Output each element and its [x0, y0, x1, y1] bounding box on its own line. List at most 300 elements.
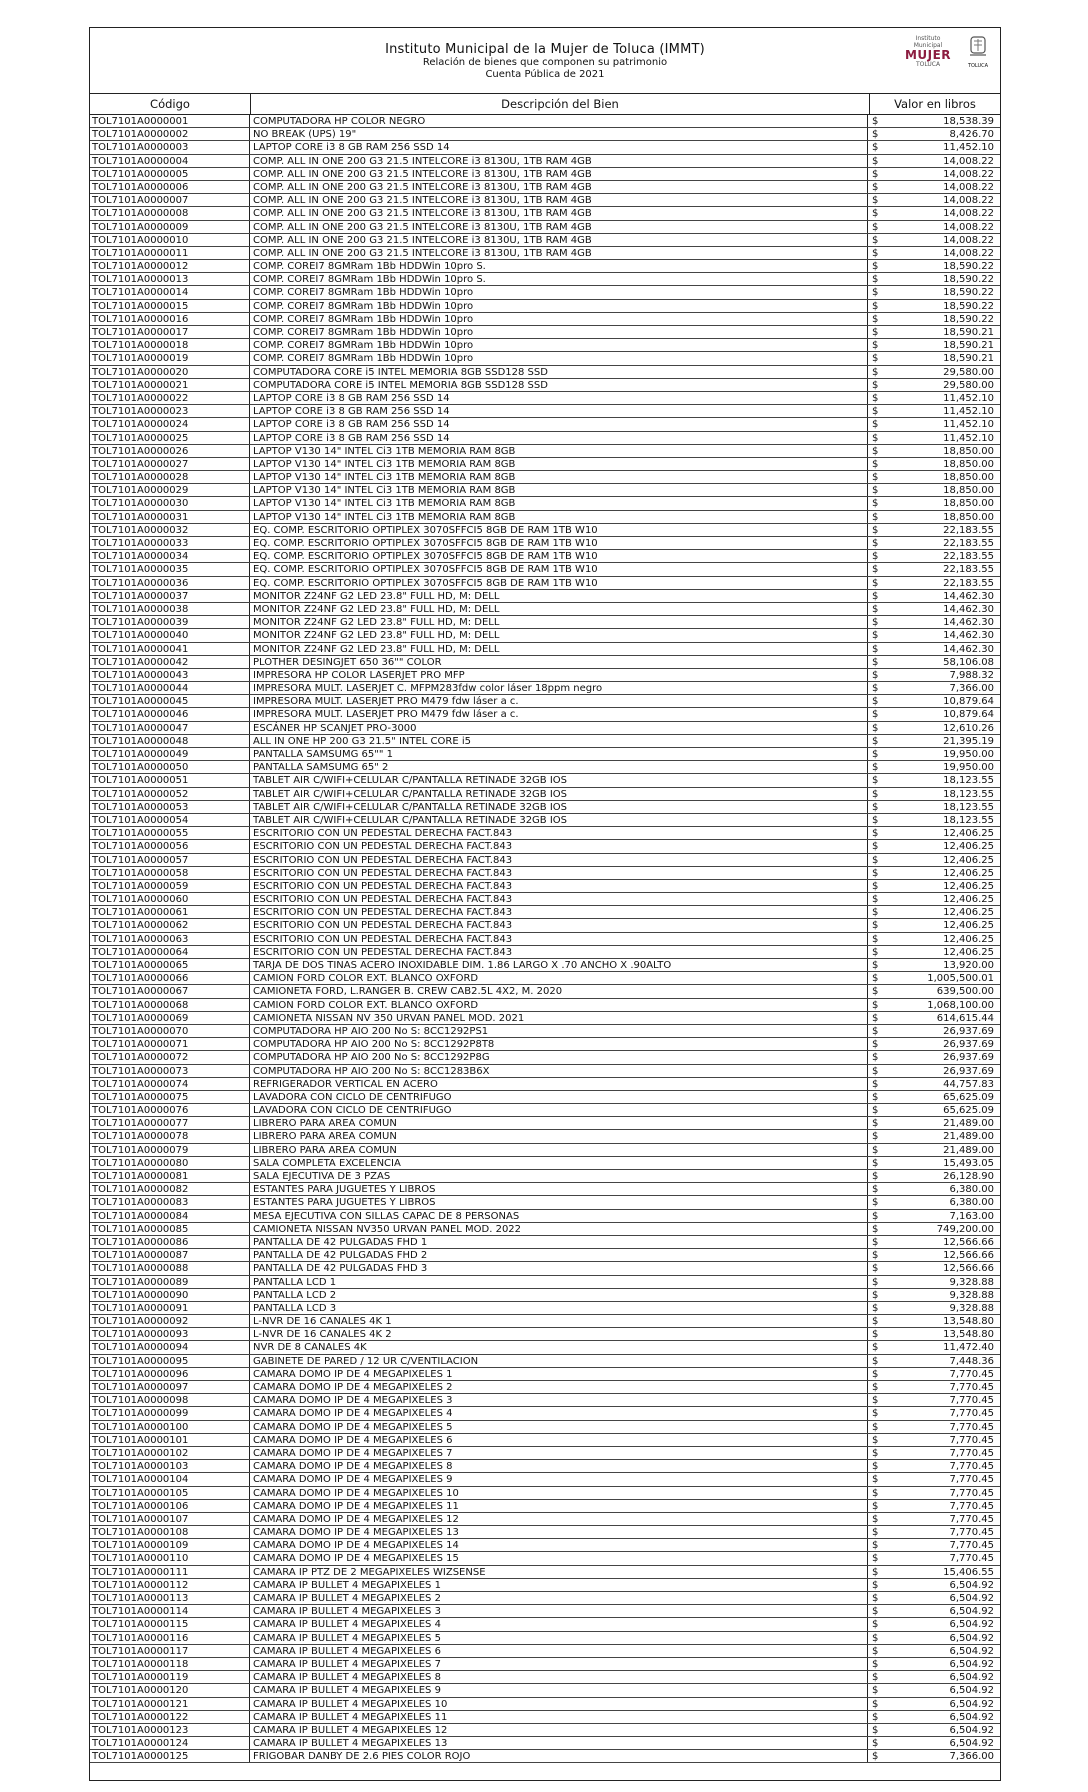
asset-value-cell [868, 1513, 1000, 1525]
asset-value: 12,610.26 [943, 722, 994, 734]
asset-value: 18,590.22 [943, 287, 994, 299]
asset-table-body [90, 115, 1000, 1763]
asset-description: CAMARA IP BULLET 4 MEGAPIXELES 5 [250, 1632, 868, 1644]
asset-value-cell [868, 1698, 1000, 1710]
asset-code: TOL7101A0000050 [90, 761, 250, 773]
currency-symbol: $ [872, 854, 879, 866]
table-row [90, 629, 1000, 642]
table-row [90, 999, 1000, 1012]
asset-value: 18,123.55 [943, 801, 994, 813]
table-row [90, 1038, 1000, 1051]
asset-description: EQ. COMP. ESCRITORIO OPTIPLEX 3070SFFCI5 8GB DE RAM 1TB W10 [250, 563, 868, 575]
asset-value: 11,452.10 [943, 406, 994, 418]
asset-value-cell [868, 1566, 1000, 1578]
asset-code: TOL7101A0000040 [90, 629, 250, 641]
asset-code: TOL7101A0000087 [90, 1249, 250, 1261]
asset-value-cell [868, 1355, 1000, 1367]
currency-symbol: $ [872, 208, 879, 220]
currency-symbol: $ [872, 1144, 879, 1156]
asset-code: TOL7101A0000097 [90, 1381, 250, 1393]
asset-value-cell [868, 1276, 1000, 1288]
asset-value-cell [868, 788, 1000, 800]
asset-description: PANTALLA SAMSUMG 65"" 1 [250, 748, 868, 760]
col-header-code: Código [90, 94, 251, 114]
table-row [90, 1421, 1000, 1434]
asset-value-cell [868, 801, 1000, 813]
asset-code: TOL7101A0000108 [90, 1526, 250, 1538]
asset-description: CAMARA IP BULLET 4 MEGAPIXELES 8 [250, 1671, 868, 1683]
asset-value: 14,462.30 [943, 630, 994, 642]
asset-code: TOL7101A0000046 [90, 708, 250, 720]
currency-symbol: $ [872, 867, 879, 879]
asset-code: TOL7101A0000025 [90, 432, 250, 444]
table-row [90, 484, 1000, 497]
asset-value: 11,452.10 [943, 419, 994, 431]
currency-symbol: $ [872, 366, 879, 378]
asset-value: 14,008.22 [943, 195, 994, 207]
asset-value: 10,879.64 [943, 709, 994, 721]
table-row [90, 221, 1000, 234]
asset-value: 6,504.92 [949, 1579, 994, 1591]
asset-value: 26,937.69 [943, 1025, 994, 1037]
asset-value: 7,770.45 [949, 1553, 994, 1565]
currency-symbol: $ [872, 788, 879, 800]
asset-description: TARJA DE DOS TINAS ACERO INOXIDABLE DIM. 1.86 LARGO X .70 ANCHO X .90ALTO [250, 959, 868, 971]
currency-symbol: $ [872, 247, 879, 259]
asset-value: 44,757.83 [943, 1078, 994, 1090]
asset-value-cell [868, 1605, 1000, 1617]
asset-value: 8,426.70 [949, 129, 994, 141]
currency-symbol: $ [872, 1276, 879, 1288]
table-row [90, 300, 1000, 313]
asset-value-cell [868, 708, 1000, 720]
asset-value-cell [868, 273, 1000, 285]
asset-value-cell [868, 1012, 1000, 1024]
table-row [90, 458, 1000, 471]
asset-code: TOL7101A0000078 [90, 1130, 250, 1142]
asset-value-cell [868, 1223, 1000, 1235]
table-row [90, 761, 1000, 774]
asset-value-cell [868, 1368, 1000, 1380]
asset-value: 19,950.00 [943, 749, 994, 760]
asset-description: REFRIGERADOR VERTICAL EN ACERO [250, 1078, 868, 1090]
asset-value: 7,366.00 [949, 683, 994, 695]
currency-symbol: $ [872, 1527, 879, 1539]
table-row [90, 405, 1000, 418]
asset-value-cell [868, 537, 1000, 549]
asset-code: TOL7101A0000082 [90, 1183, 250, 1195]
table-row [90, 1170, 1000, 1183]
asset-description: IMPRESORA MULT. LASERJET PRO M479 fdw láser a c. [250, 708, 868, 720]
asset-value-cell [868, 1130, 1000, 1142]
asset-value: 12,406.25 [943, 946, 994, 958]
asset-code: TOL7101A0000052 [90, 788, 250, 800]
table-row [90, 497, 1000, 510]
currency-symbol: $ [872, 749, 879, 760]
asset-description: TABLET AIR C/WIFI+CELULAR C/PANTALLA RETINADE 32GB IOS [250, 801, 868, 813]
table-row [90, 603, 1000, 616]
table-row [90, 1671, 1000, 1684]
asset-value: 6,504.92 [949, 1711, 994, 1723]
asset-value: 9,328.88 [949, 1276, 994, 1288]
asset-description: NO BREAK (UPS) 19" [250, 128, 868, 140]
table-row [90, 1078, 1000, 1091]
asset-description: CAMIONETA NISSAN NV 350 URVAN PANEL MOD. 2021 [250, 1012, 868, 1024]
asset-description: COMP. COREI7 8GMRam 1Bb HDDWin 10pro [250, 300, 868, 312]
asset-value: 614,615.44 [936, 1012, 994, 1024]
asset-code: TOL7101A0000057 [90, 854, 250, 866]
asset-value-cell [868, 919, 1000, 931]
currency-symbol: $ [872, 894, 879, 906]
asset-value-cell [868, 484, 1000, 496]
asset-code: TOL7101A0000044 [90, 682, 250, 694]
asset-description: LAPTOP CORE i3 8 GB RAM 256 SSD 14 [250, 392, 868, 404]
asset-value-cell [868, 959, 1000, 971]
table-row [90, 1618, 1000, 1631]
asset-value-cell [868, 445, 1000, 457]
table-row [90, 774, 1000, 787]
asset-description: MONITOR Z24NF G2 LED 23.8" FULL HD, M: DELL [250, 643, 868, 655]
asset-description: CAMARA DOMO IP DE 4 MEGAPIXELES 2 [250, 1381, 868, 1393]
asset-code: TOL7101A0000031 [90, 511, 250, 523]
asset-value-cell [868, 1645, 1000, 1657]
table-row [90, 748, 1000, 761]
asset-value-cell [868, 1341, 1000, 1353]
asset-description: COMPUTADORA HP AIO 200 No S: 8CC1292P8T8 [250, 1038, 868, 1050]
asset-description: LAVADORA CON CICLO DE CENTRIFUGO [250, 1091, 868, 1103]
asset-value-cell [868, 1249, 1000, 1261]
asset-value-cell [868, 1579, 1000, 1591]
table-row [90, 919, 1000, 932]
currency-symbol: $ [872, 960, 879, 971]
currency-symbol: $ [872, 327, 879, 338]
asset-value-cell [868, 286, 1000, 298]
asset-value-cell [868, 1737, 1000, 1749]
table-row [90, 590, 1000, 603]
asset-code: TOL7101A0000048 [90, 735, 250, 747]
currency-symbol: $ [872, 168, 879, 180]
asset-description: L-NVR DE 16 CANALES 4K 2 [250, 1328, 868, 1340]
asset-description: LAPTOP V130 14" INTEL Ci3 1TB MEMORIA RAM 8GB [250, 497, 868, 509]
currency-symbol: $ [872, 1289, 879, 1301]
asset-code: TOL7101A0000114 [90, 1605, 250, 1617]
asset-value: 7,770.45 [949, 1368, 994, 1380]
asset-code: TOL7101A0000096 [90, 1368, 250, 1380]
asset-value: 22,183.55 [943, 538, 994, 549]
currency-symbol: $ [872, 1672, 879, 1684]
asset-code: TOL7101A0000016 [90, 313, 250, 325]
currency-symbol: $ [872, 973, 879, 985]
currency-symbol: $ [872, 1342, 879, 1354]
currency-symbol: $ [872, 379, 879, 391]
asset-code: TOL7101A0000072 [90, 1051, 250, 1063]
currency-symbol: $ [872, 287, 879, 299]
currency-symbol: $ [872, 907, 879, 919]
asset-value: 18,590.22 [943, 313, 994, 325]
table-row [90, 1157, 1000, 1170]
asset-description: LAPTOP CORE i3 8 GB RAM 256 SSD 14 [250, 432, 868, 444]
asset-code: TOL7101A0000119 [90, 1671, 250, 1683]
asset-description: EQ. COMP. ESCRITORIO OPTIPLEX 3070SFFCI5 8GB DE RAM 1TB W10 [250, 550, 868, 562]
currency-symbol: $ [872, 313, 879, 325]
table-row [90, 155, 1000, 168]
asset-code: TOL7101A0000051 [90, 774, 250, 786]
asset-code: TOL7101A0000093 [90, 1328, 250, 1340]
asset-value: 14,008.22 [943, 247, 994, 259]
asset-value: 21,489.00 [943, 1131, 994, 1143]
currency-symbol: $ [872, 1025, 879, 1037]
asset-value-cell [868, 1289, 1000, 1301]
asset-value: 7,770.45 [949, 1395, 994, 1407]
asset-code: TOL7101A0000030 [90, 497, 250, 509]
asset-description: COMP. ALL IN ONE 200 G3 21.5 INTELCORE i3 8130U, 1TB RAM 4GB [250, 207, 868, 219]
asset-value: 58,106.08 [943, 656, 994, 668]
asset-code: TOL7101A0000009 [90, 221, 250, 233]
asset-description: CAMARA DOMO IP DE 4 MEGAPIXELES 11 [250, 1500, 868, 1512]
asset-description: NVR DE 8 CANALES 4K [250, 1341, 868, 1353]
asset-code: TOL7101A0000075 [90, 1091, 250, 1103]
asset-value-cell [868, 1025, 1000, 1037]
currency-symbol: $ [872, 1118, 879, 1130]
asset-code: TOL7101A0000012 [90, 260, 250, 272]
asset-code: TOL7101A0000110 [90, 1552, 250, 1564]
asset-description: MESA EJECUTIVA CON SILLAS CAPAC DE 8 PERSONAS [250, 1210, 868, 1222]
asset-description: EQ. COMP. ESCRITORIO OPTIPLEX 3070SFFCI5 8GB DE RAM 1TB W10 [250, 537, 868, 549]
asset-value: 18,850.00 [943, 472, 994, 484]
table-row [90, 1394, 1000, 1407]
asset-description: CAMARA DOMO IP DE 4 MEGAPIXELES 8 [250, 1460, 868, 1472]
asset-code: TOL7101A0000043 [90, 669, 250, 681]
asset-description: ESCRITORIO CON UN PEDESTAL DERECHA FACT.843 [250, 827, 868, 839]
asset-value-cell [868, 181, 1000, 193]
asset-value-cell [868, 524, 1000, 536]
column-headers [90, 94, 1000, 115]
table-row [90, 1262, 1000, 1275]
currency-symbol: $ [872, 1184, 879, 1196]
asset-value-cell [868, 379, 1000, 391]
asset-description: ESCRITORIO CON UN PEDESTAL DERECHA FACT.843 [250, 854, 868, 866]
table-row [90, 392, 1000, 405]
asset-value: 18,850.00 [943, 458, 994, 470]
asset-value: 7,770.45 [949, 1382, 994, 1393]
currency-symbol: $ [872, 485, 879, 497]
asset-description: IMPRESORA MULT. LASERJET C. MFPM283fdw color láser 18ppm negro [250, 682, 868, 694]
asset-value-cell [868, 247, 1000, 259]
asset-code: TOL7101A0000008 [90, 207, 250, 219]
asset-value: 7,770.45 [949, 1513, 994, 1525]
table-row [90, 880, 1000, 893]
asset-value: 7,770.45 [949, 1487, 994, 1499]
asset-description: COMP. ALL IN ONE 200 G3 21.5 INTELCORE i3 8130U, 1TB RAM 4GB [250, 234, 868, 246]
asset-value-cell [868, 1552, 1000, 1564]
currency-symbol: $ [872, 656, 879, 668]
asset-code: TOL7101A0000055 [90, 827, 250, 839]
asset-value: 7,770.45 [949, 1447, 994, 1459]
asset-value-cell [868, 221, 1000, 233]
currency-symbol: $ [872, 1645, 879, 1657]
currency-symbol: $ [872, 1434, 879, 1446]
table-row [90, 972, 1000, 985]
asset-value: 11,472.40 [943, 1342, 994, 1354]
currency-symbol: $ [872, 458, 879, 470]
asset-description: ESCRITORIO CON UN PEDESTAL DERECHA FACT.843 [250, 933, 868, 945]
asset-value: 639,500.00 [936, 986, 994, 998]
currency-symbol: $ [872, 1698, 879, 1710]
asset-value: 13,548.80 [943, 1316, 994, 1328]
asset-value: 18,850.00 [943, 445, 994, 457]
table-row [90, 1645, 1000, 1658]
asset-code: TOL7101A0000104 [90, 1473, 250, 1485]
asset-description: COMPUTADORA HP AIO 200 No S: 8CC1292P8G [250, 1051, 868, 1063]
table-row [90, 840, 1000, 853]
currency-symbol: $ [872, 129, 879, 141]
table-row [90, 801, 1000, 814]
asset-value: 22,183.55 [943, 551, 994, 563]
asset-code: TOL7101A0000047 [90, 722, 250, 734]
currency-symbol: $ [872, 643, 879, 655]
currency-symbol: $ [872, 406, 879, 418]
asset-value-cell [868, 774, 1000, 786]
asset-value: 7,770.45 [949, 1434, 994, 1446]
currency-symbol: $ [872, 1329, 879, 1341]
table-row [90, 1223, 1000, 1236]
asset-value: 6,504.92 [949, 1738, 994, 1750]
asset-value: 21,489.00 [943, 1118, 994, 1130]
asset-description: LAPTOP CORE i3 8 GB RAM 256 SSD 14 [250, 418, 868, 430]
table-row [90, 1605, 1000, 1618]
asset-code: TOL7101A0000034 [90, 550, 250, 562]
asset-code: TOL7101A0000111 [90, 1566, 250, 1578]
asset-value: 18,590.22 [943, 300, 994, 312]
asset-value-cell [868, 458, 1000, 470]
currency-symbol: $ [872, 1210, 879, 1222]
table-row [90, 1632, 1000, 1645]
asset-code: TOL7101A0000059 [90, 880, 250, 892]
asset-value-cell [868, 1394, 1000, 1406]
asset-code: TOL7101A0000021 [90, 379, 250, 391]
asset-description: LIBRERO PARA AREA COMUN [250, 1117, 868, 1129]
asset-description: CAMARA DOMO IP DE 4 MEGAPIXELES 4 [250, 1407, 868, 1419]
asset-value-cell [868, 1078, 1000, 1090]
currency-symbol: $ [872, 814, 879, 826]
asset-description: MONITOR Z24NF G2 LED 23.8" FULL HD, M: DELL [250, 590, 868, 602]
table-row [90, 286, 1000, 299]
currency-symbol: $ [872, 841, 879, 853]
currency-symbol: $ [872, 1619, 879, 1631]
asset-value-cell [868, 497, 1000, 509]
asset-value-cell [868, 115, 1000, 127]
asset-code: TOL7101A0000121 [90, 1698, 250, 1710]
asset-description: EQ. COMP. ESCRITORIO OPTIPLEX 3070SFFCI5 8GB DE RAM 1TB W10 [250, 524, 868, 536]
asset-description: ESTANTES PARA JUGUETES Y LIBROS [250, 1183, 868, 1195]
asset-description: CAMARA IP BULLET 4 MEGAPIXELES 6 [250, 1645, 868, 1657]
asset-value: 18,538.39 [943, 116, 994, 127]
asset-value: 21,489.00 [943, 1144, 994, 1156]
table-row [90, 1684, 1000, 1697]
table-row [90, 352, 1000, 365]
currency-symbol: $ [872, 1593, 879, 1604]
table-row [90, 1091, 1000, 1104]
asset-code: TOL7101A0000099 [90, 1407, 250, 1419]
document-header [90, 28, 1000, 94]
asset-description: COMP. COREI7 8GMRam 1Bb HDDWin 10pro S. [250, 273, 868, 285]
asset-code: TOL7101A0000032 [90, 524, 250, 536]
asset-code: TOL7101A0000067 [90, 985, 250, 997]
asset-value-cell [868, 590, 1000, 602]
currency-symbol: $ [872, 1065, 879, 1077]
asset-value-cell [868, 1328, 1000, 1340]
asset-value: 13,920.00 [943, 960, 994, 971]
asset-description: CAMARA IP BULLET 4 MEGAPIXELES 12 [250, 1724, 868, 1736]
asset-code: TOL7101A0000015 [90, 300, 250, 312]
asset-description: ESCRITORIO CON UN PEDESTAL DERECHA FACT.843 [250, 906, 868, 918]
table-row [90, 1183, 1000, 1196]
asset-value-cell [868, 603, 1000, 615]
table-row [90, 366, 1000, 379]
asset-value-cell [868, 1196, 1000, 1208]
asset-description: CAMARA DOMO IP DE 4 MEGAPIXELES 6 [250, 1434, 868, 1446]
asset-value: 12,566.66 [943, 1263, 994, 1275]
table-row [90, 1460, 1000, 1473]
asset-code: TOL7101A0000112 [90, 1579, 250, 1591]
table-row [90, 1381, 1000, 1394]
asset-value-cell [868, 1210, 1000, 1222]
asset-value-cell [868, 471, 1000, 483]
table-row [90, 959, 1000, 972]
asset-value-cell [868, 643, 1000, 655]
table-row [90, 1698, 1000, 1711]
asset-description: COMP. ALL IN ONE 200 G3 21.5 INTELCORE i3 8130U, 1TB RAM 4GB [250, 181, 868, 193]
currency-symbol: $ [872, 603, 879, 615]
asset-value: 6,504.92 [949, 1619, 994, 1631]
asset-value: 18,590.22 [943, 261, 994, 273]
currency-symbol: $ [872, 1236, 879, 1248]
asset-code: TOL7101A0000006 [90, 181, 250, 193]
asset-description: COMPUTADORA HP COLOR NEGRO [250, 115, 868, 127]
asset-description: PANTALLA DE 42 PULGADAS FHD 3 [250, 1262, 868, 1274]
asset-description: ESTANTES PARA JUGUETES Y LIBROS [250, 1196, 868, 1208]
asset-value-cell [868, 933, 1000, 945]
asset-value: 6,504.92 [949, 1658, 994, 1670]
col-header-description: Descripción del Bien [251, 94, 870, 114]
table-row [90, 682, 1000, 695]
currency-symbol: $ [872, 801, 879, 813]
currency-symbol: $ [872, 880, 879, 892]
asset-value: 26,937.69 [943, 1052, 994, 1064]
asset-value: 22,183.55 [943, 524, 994, 536]
currency-symbol: $ [872, 1724, 879, 1736]
asset-code: TOL7101A0000090 [90, 1289, 250, 1301]
table-row [90, 1249, 1000, 1262]
asset-value-cell [868, 761, 1000, 773]
asset-value-cell [868, 1711, 1000, 1723]
asset-code: TOL7101A0000100 [90, 1421, 250, 1433]
asset-code: TOL7101A0000071 [90, 1038, 250, 1050]
asset-code: TOL7101A0000053 [90, 801, 250, 813]
table-row [90, 1328, 1000, 1341]
asset-value: 1,068,100.00 [927, 999, 994, 1011]
table-row [90, 695, 1000, 708]
asset-value-cell [868, 194, 1000, 206]
asset-code: TOL7101A0000049 [90, 748, 250, 760]
asset-value-cell [868, 682, 1000, 694]
currency-symbol: $ [872, 1751, 879, 1763]
table-row [90, 1104, 1000, 1117]
asset-value-cell [868, 695, 1000, 707]
asset-description: COMP. COREI7 8GMRam 1Bb HDDWin 10pro [250, 286, 868, 298]
asset-value-cell [868, 563, 1000, 575]
table-row [90, 1592, 1000, 1605]
